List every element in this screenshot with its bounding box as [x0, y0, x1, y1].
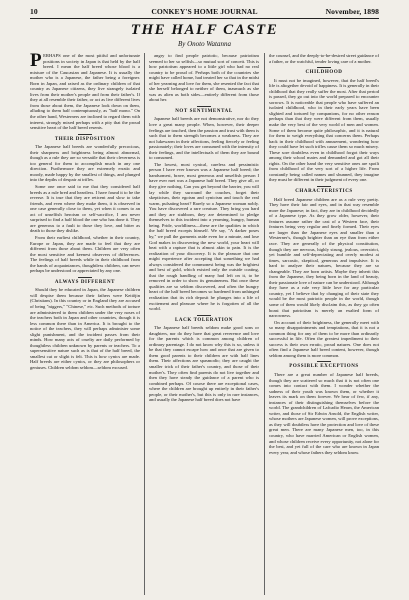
paragraph — [269, 197, 379, 319]
article-body — [30, 53, 379, 595]
paragraph — [30, 235, 140, 274]
paragraph — [269, 78, 379, 183]
column-divider — [264, 53, 265, 595]
column-3 — [269, 53, 379, 595]
paragraph-text: Japanese half breeds are not demonstrative, nor do they love a great many people. When, however, their deeper feelings are touched, then the passion and trust with them is such that to them strength becomes a weakness. They are not lukewarm in their affections, feeling fiercely or feeling passionately; their loves are consumed with the intensity of their feelings, and the intellectuals of them they are bound to consumed. — [149, 116, 259, 161]
paragraph-text: Should they be educated in Japan, the Japanese children will despise them because their fathers were Keitôjin (Christians). In this country or in England they are accused of being "niggers," "Chinese," etc. Such methods of torture are administered to them children under the very noses of the teachers both in Japan and other countries, though it is less common there than in America. It is brought to the notice of the teachers, they will perhaps administer some slight punishment, and the incident passes from their minds. How many acts of cruelty are daily performed by thoughtless children unknown by parents or teachers. To a supersensitive nature such as is that of the half breed, the smallest cut or slight is felt. This is how cynics are made. Half breeds are either cynics, or they are philosophers or geniuses. Children seldom seldom—seldom excused. — [30, 287, 140, 370]
paragraph — [149, 53, 259, 103]
paragraph — [30, 53, 140, 131]
paragraph — [30, 144, 140, 183]
paragraph-text: the counsel, and the deeply-to-be-desired street guidance of a father, or the watchful, tender loving care of a mother. — [269, 53, 379, 64]
paragraph-text: The lowest, most cynical, careless and pessimistic person I have ever known was a Japanese half breed; the handsomest, brave, most generous and unselfish person I have ever met was a Japanese half breed. They give all, or they give nothing. Can you get beyond the barrier, you will lay while they surround the couches, forget their skepticism, their egoism and cynicism and touch the real warm, pulsating heart? Rarely so a Japanese woman nobly. You have discovered a rare creature. They bring you hard and they are stubborn, they are determined to pledge themselves to this incident into a yearning, hungry, human being. Pride, worldliness—these are the qualities in which the half breed excepts himself. We say, "A darker poses by," we pull the garments aside even for a minute, and lose God makes in discovering the new world, your heart will beat with a rapture that is almost akin to pain. It is the realization of your discovery. It is the pleasure that one might experience after accepting that something we had always considered the commonest being was the brightest and best of gold, which existed only the outside coating, that the rough handling of many had left on it, to be removed in order to show its genuineness. But once these qualities are so seldom discovered, and often the hungry heart of the half breed becomes so hardened from unhinged realization that its rich deposit he plunges into a life of excitement and pleasure where he is forgotten of all the world. — [149, 161, 259, 312]
page-number: 10 — [30, 7, 38, 16]
header-rule — [30, 18, 379, 19]
paragraph-text: angry to find people patriotic, because patriotism seemed to her so selfish—so mutual sort of conceit. This is how patriotism appeared to a little girl who had no real country to be proud of. Perhaps both of the countries she might have called home, had treated her so that in the midst of her yearning and love for them, she resented the fact that she herself belonged to neither of them, inasmuch as she was as alien as both sides—entirely different from those about her. — [149, 53, 259, 103]
paragraph-text: Some one once said to me that they considered half breeds as a rule bred and heartless. I have found it to be the reverse. It is true that they are reticent and slow to take friends, and even where they make them, it is observed in one case generally close to them, yet when it comes to an act of unselfish heroism or self-sacrifice, I am never surprised to find a half blood the one who has done it. They are generous to a fault to those they love, and bitter as death to those they dislike. — [30, 184, 140, 234]
paragraph-text: There are a great number of Japanese half breeds, though they are scattered so much that it is not often one comes into contact with them. I wonder whether the sadness of their youth was known them, or whether it leaves its mark on them forever. We hear of few, if any, instances of their distinguishing themselves before the world. The grandchildren of Lafcadio Hearn, the American writer, and those of Sir Edwin Arnold, the English writer, whose mothers are Japanese women, will prove exceptions, as they will doubtless have the protection and love of these great men. There are many Japanese men, too, in this country, who have married American or English women, and whose children receive every opportunity, not alone for the best, and yet full of the care who are known in Japan every year, and whose fathers they seldom know. — [269, 371, 379, 455]
journal-title: CONKEY'S HOME JOURNAL — [151, 7, 258, 16]
paragraph — [149, 116, 259, 160]
section-heading: POSSIBLE EXCEPTIONS — [269, 361, 379, 370]
page-header — [30, 4, 379, 18]
section-heading: CHARACTERISTICS — [269, 186, 379, 195]
paragraph — [269, 320, 379, 359]
article-byline: By Onoto Watanna — [177, 40, 232, 48]
section-heading: NOT SENTIMENTAL — [149, 106, 259, 115]
section-heading: ALWAYS DIFFERENT — [30, 277, 140, 286]
section-heading: LACK TOLERATION — [149, 315, 259, 324]
issue-date: November, 1898 — [325, 7, 379, 16]
paragraph — [30, 287, 140, 370]
paragraph-text: The Japanese half breeds are wonderfully precocious, their sharpness and brightness being almost abnormal, though as a rule they are so versatile that their cleverness is too general for them to accomplish much in any one direction. Furthermore they are extremely erratic and moody, made happy by the smallest of things, and plunged into the depths of despair at trifles. — [30, 144, 140, 183]
column-2 — [149, 53, 259, 595]
article-title-block — [0, 22, 409, 48]
section-heading: CHILDHOOD — [269, 67, 379, 76]
paragraph — [149, 325, 259, 403]
paragraph-text: ERHAPS one of the most pitiful and unfortunate positions in society in Japan is that held by the half breed. I mean the half breed whose blood is a mixture of the Caucasian and Japanese. It is usually the mother who is a Japanese, the father being a foreigner. Born in Japan, and raised as the ordinary children of that country as Japanese citizens, they live strangely isolated lives from their mother's people and from their father's. If they at all resemble their father, or act as live different lives from those about them, the Japanese look down on them, alluding to them half contemptuously, as "half mono." On the other hand, Westerners are inclined to regard them with interest, strongly mixed perhaps with a pity that the proud sensitive heart of the half breed resents. — [30, 53, 140, 131]
section-heading: THEIR DISPOSITION — [30, 134, 140, 143]
column-divider — [144, 53, 145, 595]
article-title: THE HALF CASTE — [130, 22, 279, 38]
paragraph-text: Half breed Japanese children are as a rule very pretty. They have their fair and eyes, and in that way resemble more the Japanese; in fact, they are in childhood decidedly of a Japanese type. As they grow older, however, their features assume rather the cast of a Western face, their features being very regular and finely formed. Their eyes are larger than the Japanese eyes and smaller than a Westerner's, though brighter than an eye than from either race. They are generally of the physical constitution, though they are nervous, highly strung, jealous, overstrict, yet humble and self-depreciating and overly modest at times, sarcastic, skeptical, generous and impulsive. It is hard to analyze their natures, because they are so changeable. They are born artists. Maybe they inherit this from the Japanese, they being born in the land of beauty, their passionate love of nature can be understood. Although they have as a rule very little love for any particular country, yet I believe that by changing of their state they would be the most patriotic people in the world, though some of them would likely disclaim this, as they go often boast that patriotism is merely an exalted form of narrowness. — [269, 196, 379, 319]
paragraph — [30, 184, 140, 234]
paragraph-text: From their earliest childhood, whether in their country, Europe or Japan, they are made to feel that they are different from those about them. Children are very often the most sensitive and keenest observers of differences. The feelings of half breeds while in their childhood from the hands of acquaintances, thoughtless children, can never perhaps be understood or appreciated by any one. — [30, 234, 140, 274]
paragraph — [149, 162, 259, 312]
paragraph-text: It must not be imagined, however, that the half breed's life is altogether devoid of happiness. It is generally in their childhood that they really suffer the most. After that period is passed, they go out into the world prepared to encounter sorrows. It is noticeable that people who have suffered an isolated childhood, who in their early years have been slighted and tortured by companions, for no other reason perhaps than that they were different from them, usually make the very best of the very world of men and women. Some of them become quite philosophic, and it is natural for them to weigh everything that concerns them. Perhaps back in their childhood with amusement, wondering how they could have let such trifles cause them so much misery. These sore doubtless even in childhood forgot their ways among their school mates and demanded and got all their rights. On the other hand the very sensitive ones are spoilt from childhood of the very sort of a higher life. From constantly being called names and shunned, they imagine they must be different in their judgment of every one. — [269, 77, 379, 183]
drop-cap: P — [30, 53, 42, 71]
paragraph-text: On account of their brightness, the generally meet with so many disappointments and temptations, that it is not a common thing for any of them to be more than ordinarily successful in life. Often the greatest impediment to their success is their own erratic, proud natures. One does not often find a Japanese half breed content, however, though seldom among them is more common. — [269, 319, 379, 358]
paragraph — [269, 53, 379, 64]
paragraph-text: The Japanese half breeds seldom make good sons or daughters, nor do they have that great reverence and love for the parents which is common among children of ordinary parentage. I do not know why this is so, unless it be that they cannot escape how and once that are given to them good parents to their children are with half lines them. Their affections are spasmodic; they are caught the smaller trick of their father's country, and those of their mother's. They often find parents do not live together and then they have steady the guidance of a parent who is combined perhaps. Of course there are exceptional cases, where the children are brought up entirely in their father's people, or their mother's, but this is only in rare instances, and usually the Japanese half breed does not have — [149, 325, 259, 403]
column-1 — [30, 53, 140, 595]
paragraph — [269, 372, 379, 455]
